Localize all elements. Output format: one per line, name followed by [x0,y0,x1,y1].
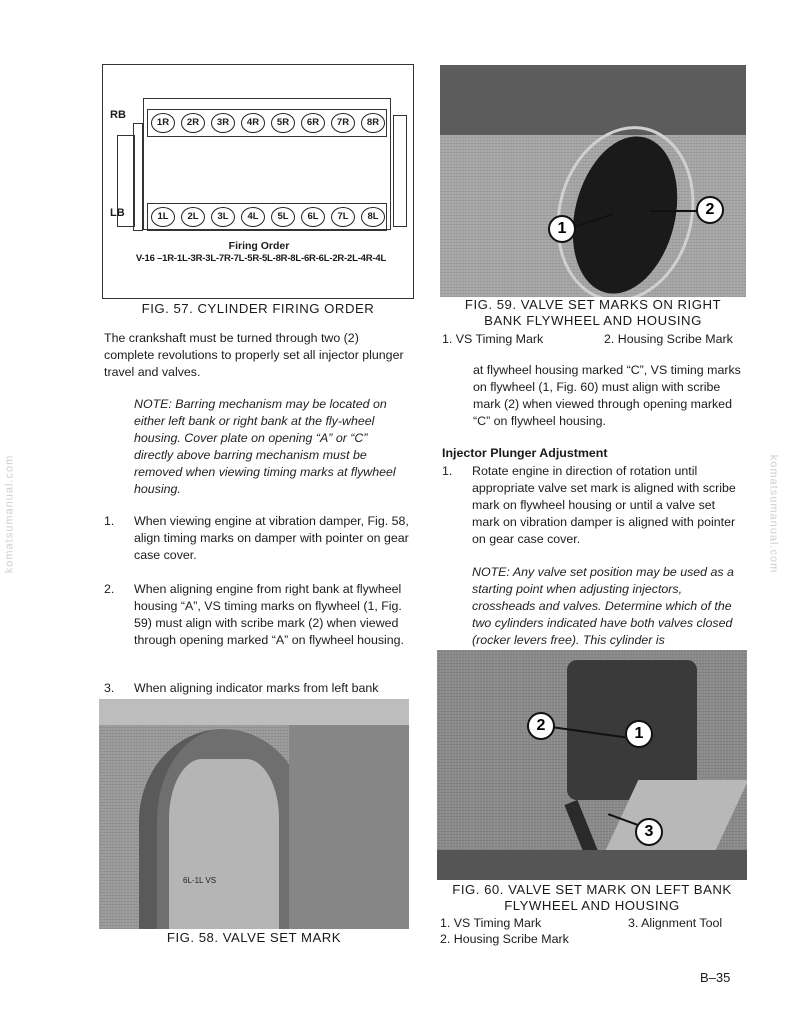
cylinder-8r: 8R [361,113,385,133]
cylinder-6r: 6R [301,113,325,133]
fig57-diagram-frame [102,64,414,299]
fig59-legend-2: 2. Housing Scribe Mark [604,332,733,346]
cylinder-5r: 5R [271,113,295,133]
cylinder-6l: 6L [301,207,325,227]
firing-order-sequence: V-16 –1R-1L-3R-3L-7R-7L-5R-5L-8R-8L-6R-6L-2R-2L-4R-4L [135,253,387,264]
right-step-1 [442,463,745,549]
damper-face [169,759,279,929]
step-text: Rotate engine in direction of rotation until appropriate valve set mark is aligned with scribe mark on flywheel housing or until a valve set mark on vibration damper is aligned with pointer on gear case cover. [472,464,736,546]
fig60-caption-line1: FIG. 60. VALVE SET MARK ON LEFT BANK [452,882,732,897]
cylinder-3l: 3L [211,207,235,227]
firing-order-title: Firing Order [228,240,290,252]
fig60-legend-2: 2. Housing Scribe Mark [440,932,569,946]
fig59-caption-line2: BANK FLYWHEEL AND HOUSING [484,313,702,328]
rb-label: RB [110,109,126,121]
cylinder-8l: 8L [361,207,385,227]
cylinder-4r: 4R [241,113,265,133]
watermark-right: komatsumanual.com [767,454,780,574]
callout-2: 2 [527,712,555,740]
lower-shadow [437,850,747,880]
step-number: 2. [104,582,115,596]
intro-paragraph: The crankshaft must be turned through two (2) complete revolutions to properly set all injector plunger travel and valves. [104,331,404,379]
left-step-1 [104,513,410,567]
step3-continuation: at flywheel housing marked “C”, VS timing marks on flywheel (1, Fig. 60) must align with scribe mark (2) when viewed through opening marked “C” on flywheel housing. [473,363,741,428]
cylinder-1r: 1R [151,113,175,133]
cylinder-4l: 4L [241,207,265,227]
right-bank-cylinder-row [147,111,387,135]
callout-2: 2 [696,196,724,224]
fig59-photo [440,65,746,297]
leader-line-2 [650,210,700,212]
fig57-caption: FIG. 57. CYLINDER FIRING ORDER [141,301,375,316]
cylinder-7l: 7L [331,207,355,227]
fig58-caption: FIG. 58. VALVE SET MARK [166,930,342,945]
left-bank-cylinder-row [147,205,387,229]
step-text: When aligning indicator marks from left bank [134,681,379,695]
step-number: 1. [442,464,453,478]
step-number: 3. [104,681,115,695]
valve-set-note: NOTE: Any valve set position may be used as a starting point when adjusting injectors, crossheads and valves. Determine which of the two cylinders indicated have both valves closed (rocker levers free). This cylinder is [472,565,734,647]
cylinder-3r: 3R [211,113,235,133]
step-number: 1. [104,514,115,528]
injector-heading: Injector Plunger Adjustment [442,446,608,460]
lb-label: LB [110,207,125,219]
cylinder-2r: 2R [181,113,205,133]
top-bar [99,699,409,725]
callout-1: 1 [625,720,653,748]
callout-1: 1 [548,215,576,243]
page-number: B–35 [700,970,731,985]
cylinder-7r: 7R [331,113,355,133]
callout-3: 3 [635,818,663,846]
fig60-caption-line2: FLYWHEEL AND HOUSING [504,898,680,913]
barring-note: NOTE: Barring mechanism may be located on either left bank or right bank at the fly-wheel housing. Cover plate on opening “A” or “C” directly above barring mechanism must be removed when viewing timing marks at flywheel housing. [134,397,396,496]
step-text: When aligning engine from right bank at flywheel housing “A”, VS timing marks on flywheel (1, Fig. 59) must align with scribe mark (2) when viewed through opening marked “A” on flywheel housing. [134,582,405,647]
fig60-legend-3: 3. Alignment Tool [628,916,723,930]
cylinder-5l: 5L [271,207,295,227]
watermark-left: komatsumanual.com [3,454,16,574]
fig58-photo [99,699,409,929]
step-text: When viewing engine at vibration damper, Fig. 58, align timing marks on damper with pointer on gear case cover. [134,514,409,562]
left-step-2 [104,581,410,667]
fig60-photo [437,650,747,880]
gear-case [289,699,409,929]
housing-shadow [440,65,746,135]
fig60-legend-1: 1. VS Timing Mark [440,916,542,930]
fig59-caption-line1: FIG. 59. VALVE SET MARKS ON RIGHT [464,297,722,312]
block-left-end-inner [133,123,143,231]
damper-mark-text: 6L-1L VS [183,876,217,885]
block-right-end [393,115,407,227]
fig59-legend-1: 1. VS Timing Mark [442,332,544,346]
left-step-3 [104,680,410,698]
housing-rim [538,111,712,297]
cylinder-1l: 1L [151,207,175,227]
cylinder-2l: 2L [181,207,205,227]
